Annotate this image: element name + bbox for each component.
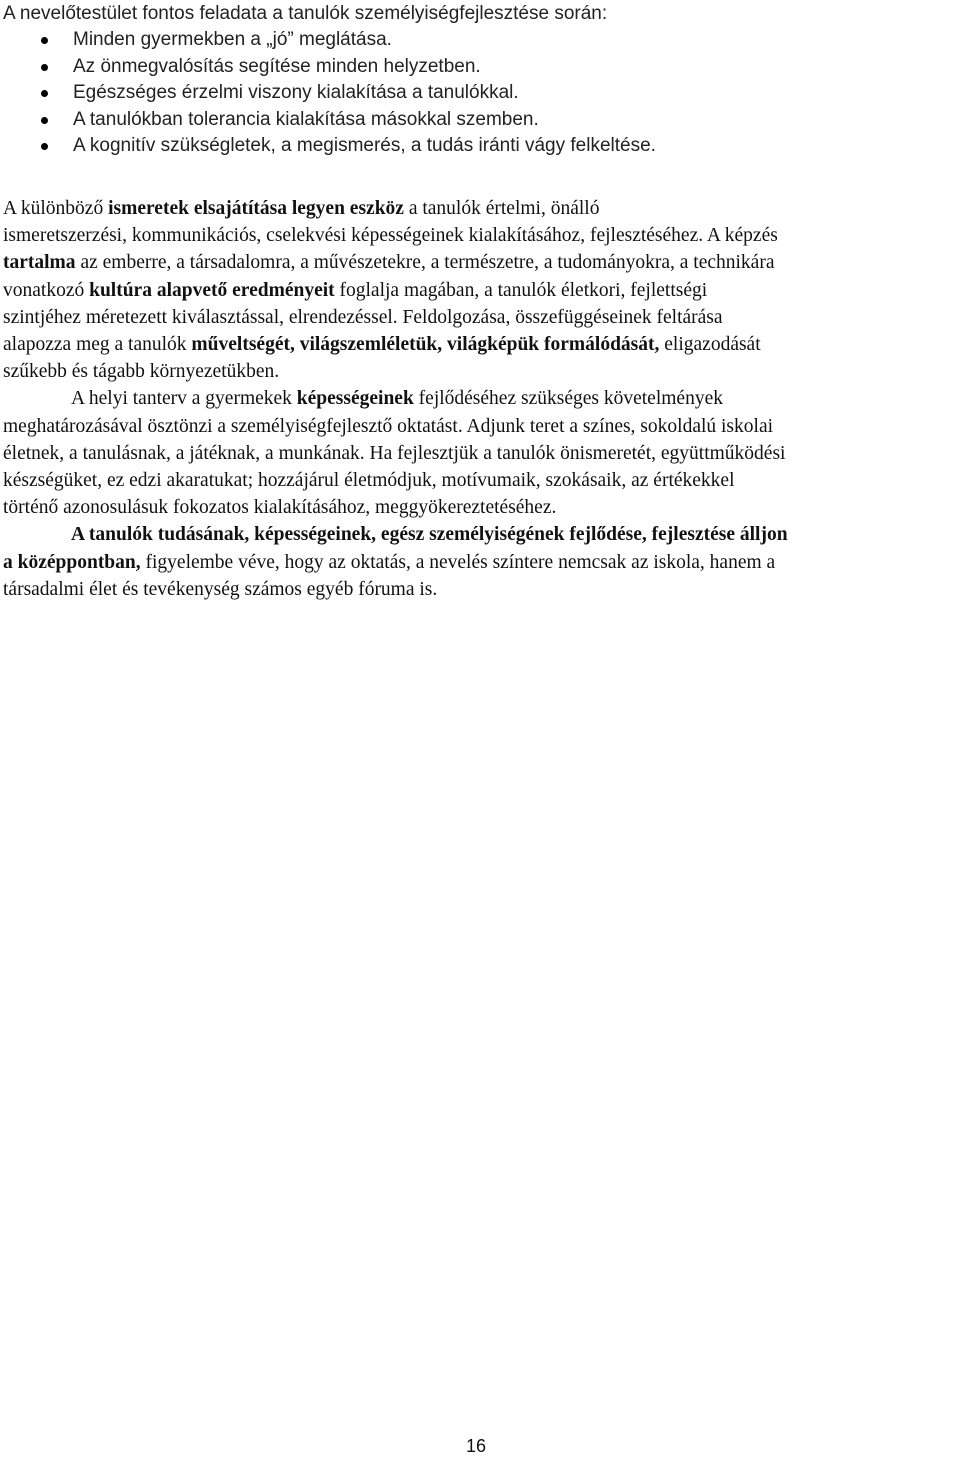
bold-text-run: műveltségét, világszemléletük, világképük formálódását, xyxy=(191,334,660,356)
text-run: alapozza meg a tanulók xyxy=(3,334,192,356)
bullet-icon xyxy=(41,143,48,150)
bullet-icon xyxy=(41,64,48,71)
text-line xyxy=(3,195,953,222)
text-run: társadalmi élet és tevékenység számos egyéb fóruma is. xyxy=(3,578,438,600)
text-line xyxy=(3,521,953,548)
text-line xyxy=(3,358,953,385)
text-run: történő azonosulásuk fokozatos kialakításához, meggyökereztetéséhez. xyxy=(3,497,557,519)
text-line xyxy=(3,304,953,331)
text-run: A helyi tanterv a gyermekek xyxy=(71,388,297,410)
list-item xyxy=(3,54,656,81)
text-line xyxy=(3,385,953,412)
bold-text-run: A tanulók tudásának, képességeinek, egész személyiségének fejlődése, fejlesztése álljon xyxy=(71,524,788,546)
text-line xyxy=(3,277,953,304)
text-line xyxy=(3,467,953,494)
text-run: készségüket, ez edzi akaratukat; hozzájárul életmódjuk, motívumaik, szokásaik, az értékekkel xyxy=(3,470,735,492)
list-item-text: A kognitív szükségletek, a megismerés, a tudás iránti vágy felkeltése. xyxy=(73,135,656,156)
text-line xyxy=(3,576,953,603)
text-run: fejlődéséhez szükséges követelmények xyxy=(413,388,723,410)
text-run: az emberre, a társadalomra, a művészetekre, a természetre, a tudományokra, a technikára xyxy=(75,252,775,274)
text-line xyxy=(3,222,953,249)
bullet-icon xyxy=(41,37,48,44)
text-run: vonatkozó xyxy=(3,279,90,301)
text-run: meghatározásával ösztönzi a személyiségfejlesztő oktatást. Adjunk teret a színes, sokoldalú iskolai xyxy=(3,415,774,437)
list-item-text: Egészséges érzelmi viszony kialakítása a tanulókkal. xyxy=(73,82,519,103)
paragraph-knowledge-acquisition xyxy=(3,195,953,603)
text-run: ismeretszerzési, kommunikációs, cselekvési képességeinek kialakításához, fejlesztéséhez. A képzés xyxy=(3,225,778,247)
text-run: a tanulók értelmi, önálló xyxy=(403,198,600,219)
list-item xyxy=(3,80,656,107)
bold-text-run: a középpontban, xyxy=(3,551,141,573)
text-run: életnek, a tanulásnak, a játéknak, a munkának. Ha fejlesztjük a tanulók önismeretét, együttműködési xyxy=(3,442,786,464)
list-item-text: Az önmegvalósítás segítése minden helyzetben. xyxy=(73,55,481,77)
page-number: 16 xyxy=(466,1436,487,1456)
list-item xyxy=(3,107,656,134)
bold-text-run: kultúra alapvető eredményeit xyxy=(89,279,335,301)
text-run: szintjéhez méretezett kiválasztással, elrendezéssel. Feldolgozása, összefüggéseinek feltárása xyxy=(3,306,723,328)
text-line xyxy=(3,331,953,358)
list-item xyxy=(3,27,656,54)
text-line xyxy=(3,549,953,576)
bullet-icon xyxy=(41,117,48,124)
intro-sentence: A nevelőtestület fontos feladata a tanulók személyiségfejlesztése során: xyxy=(3,3,608,24)
text-run: eligazodását xyxy=(659,334,761,356)
text-line xyxy=(3,249,953,276)
bullet-icon xyxy=(41,90,48,97)
list-item-text: A tanulókban tolerancia kialakítása másokkal szemben. xyxy=(73,108,539,130)
text-run: szűkebb és tágabb környezetükben. xyxy=(3,361,280,383)
text-run: figyelembe véve, hogy az oktatás, a nevelés színtere nemcsak az iskola, hanem a xyxy=(140,551,776,573)
bold-text-run: tartalma xyxy=(3,252,76,274)
bold-text-run: képességeinek xyxy=(296,388,414,410)
list-item-text: Minden gyermekben a „jó” meglátása. xyxy=(73,29,392,50)
list-item xyxy=(3,133,656,160)
text-run: A különböző xyxy=(3,198,109,219)
text-line xyxy=(3,494,953,521)
bold-text-run: ismeretek elsajátítása legyen eszköz xyxy=(108,198,404,219)
bullet-list xyxy=(3,27,656,160)
text-line xyxy=(3,440,953,467)
text-run: foglalja magában, a tanulók életkori, fejlettségi xyxy=(334,279,708,301)
text-line xyxy=(3,413,953,440)
